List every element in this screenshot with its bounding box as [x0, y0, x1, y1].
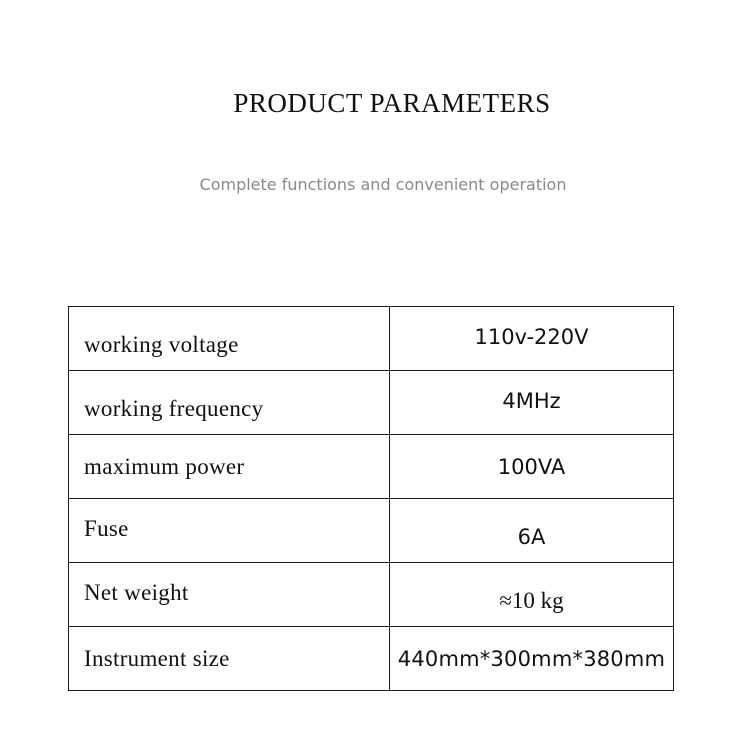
table-row [69, 307, 674, 371]
parameters-table [68, 306, 674, 691]
page-subtitle: Complete functions and convenient operation [199, 175, 567, 194]
parameter-value: 4MHz [390, 371, 674, 435]
table-row [69, 563, 674, 627]
table-row [69, 499, 674, 563]
parameter-value: 6A [390, 499, 674, 563]
page-title: PRODUCT PARAMETERS [233, 88, 551, 118]
parameter-label: maximum power [69, 435, 390, 499]
parameter-label: working frequency [69, 371, 390, 435]
parameter-value: 440mm*300mm*380mm [390, 627, 674, 691]
parameter-label: working voltage [69, 307, 390, 371]
parameter-value: ≈10 kg [390, 563, 674, 627]
parameter-label: Instrument size [69, 627, 390, 691]
parameter-value: 100VA [390, 435, 674, 499]
table-row [69, 627, 674, 691]
parameter-label: Fuse [69, 499, 390, 563]
parameter-label: Net weight [69, 563, 390, 627]
table-row [69, 435, 674, 499]
parameter-value: 110v-220V [390, 307, 674, 371]
table-row [69, 371, 674, 435]
